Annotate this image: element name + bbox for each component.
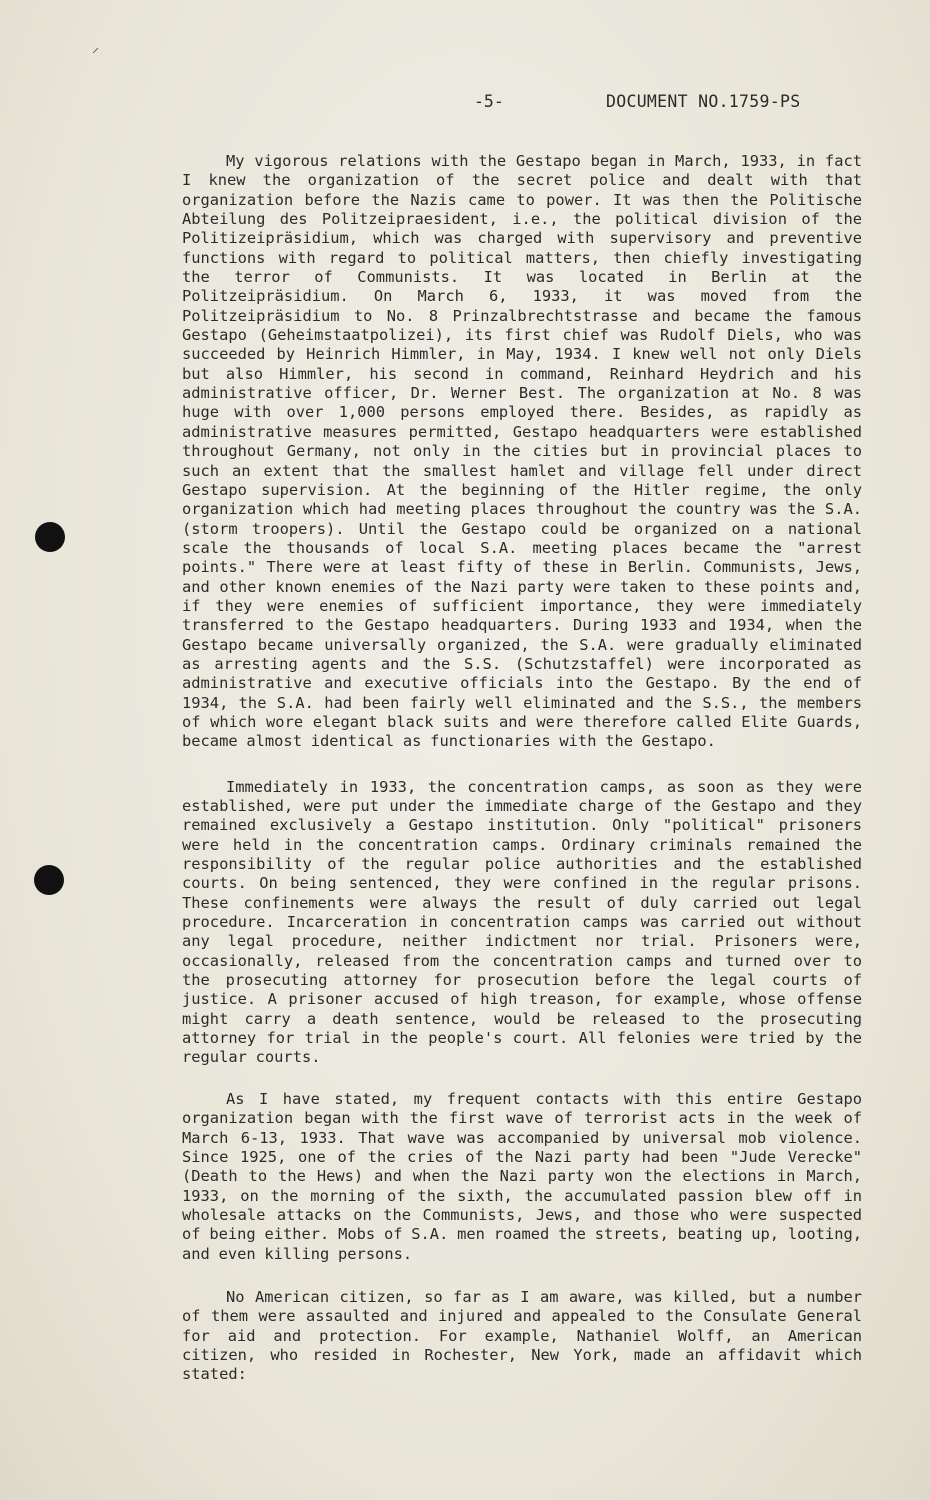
paragraph-terrorist-acts: As I have stated, my frequent contacts with this entire Gestapo organization began with the first wave of terrorist acts in the week of March 6-13, 1933. That wave was accompanied by universal mob violence. Since 1925, one of the cries of the Nazi party had been "Jude Verecke" (Death to the Hews) and when the Nazi party won the elections in March, 1933, on the morning of the sixth, the accumulated passion blew off in wholesale attacks on the Communists, Jews, and those who were suspected of being either. Mobs of S.A. men roamed the streets, beating up, looting, and even killing persons. (182, 1089, 862, 1263)
page-number: -5- (474, 92, 504, 111)
paragraph-gestapo-relations: My vigorous relations with the Gestapo began in March, 1933, in fact I knew the organization of the secret police and dealt with that organization before the Nazis came to power. It was then the Politische Abteilung des Politzeipraesident, i.e., the political division of the Politizeipräsidium, which was charged with supervisory and preventive functions with regard to political matters, then chiefly investigating the terror of Communists. It was located in Berlin at the Politzeipräsidium. On March 6, 1933, it was moved from the Politzeipräsidium to No. 8 Prinzalbrechtstrasse and became the famous Gestapo (Geheimstaatpolizei), its first chief was Rudolf Diels, who was succeeded by Heinrich Himmler, in May, 1934. I knew well not only Diels but also Himmler, his second in command, Reinhard Heydrich and his administrative officer, Dr. Werner Best. The organization at No. 8 was huge with over 1,000 persons employed there. Besides, as rapidly as administrative measures permitted, Gestapo headquarters were established throughout Germany, not only in the cities but in provincial places to such an extent that the smallest hamlet and village fell under direct Gestapo supervision. At the beginning of the Hitler regime, the only organization which had meeting places throughout the country was the S.A. (storm troopers). Until the Gestapo could be organized on a national scale the thousands of local S.A. meeting places became the "arrest points." There were at least fifty of these in Berlin. Communists, Jews, and other known enemies of the Nazi party were taken to these points and, if they were enemies of sufficient importance, they were immediately transferred to the Gestapo headquarters. During 1933 and 1934, when the Gestapo became universally organized, the S.A. were gradually eliminated as arresting agents and the S.S. (Schutzstaffel) were incorporated as administrative and executive officials into the Gestapo. By the end of 1934, the S.A. had been fairly well eliminated and the S.S., the members of which wore elegant black suits and were therefore called Elite Guards, became almost identical as functionaries with the Gestapo. (182, 152, 862, 751)
page-header (0, 92, 930, 116)
paragraph-american-citizens: No American citizen, so far as I am aware, was killed, but a number of them were assaulted and injured and appealed to the Consulate General for aid and protection. For example, Nathaniel Wolff, an American citizen, who resided in Rochester, New York, made an affidavit which stated: (182, 1287, 862, 1384)
punch-hole-bottom (34, 865, 64, 895)
paragraph-concentration-camps: Immediately in 1933, the concentration camps, as soon as they were established, were put under the immediate charge of the Gestapo and they remained exclusively a Gestapo institution. Only "political" prisoners were held in the concentration camps. Ordinary criminals remained the responsibility of the regular police authorities and the established courts. On being sentenced, they were confined in the regular prisons. These confinements were always the result of duly carried out legal procedure. Incarceration in concentration camps was carried out without any legal procedure, neither indictment nor trial. Prisoners were, occasionally, released from the concentration camps and turned over to the prosecuting attorney for prosecution before the legal courts of justice. A prisoner accused of high treason, for example, whose offense might carry a death sentence, would be released to the prosecuting attorney for trial in the people's court. All felonies were tried by the regular courts. (182, 777, 862, 1067)
punch-hole-top (35, 522, 65, 552)
document-number: DOCUMENT NO.1759-PS (606, 92, 801, 111)
document-body (182, 152, 862, 1385)
stray-mark: ⸝ (92, 40, 99, 56)
